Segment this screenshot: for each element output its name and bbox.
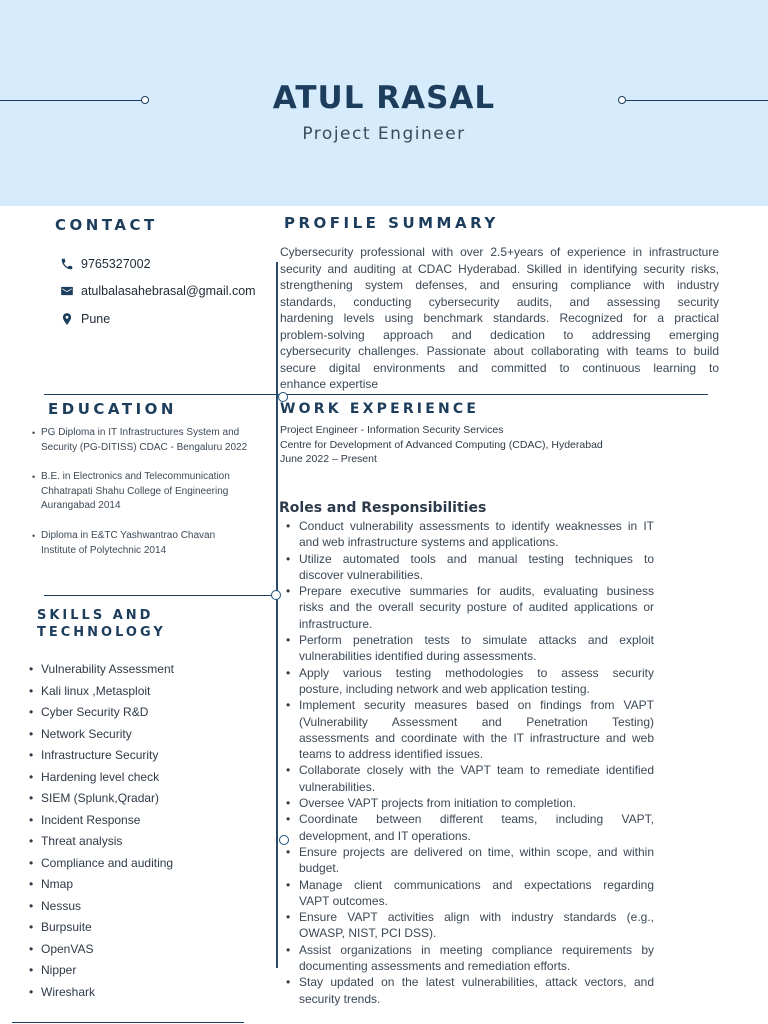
- column-divider: [276, 262, 278, 968]
- summary-line: standards, conducting cybersecurity audits, and assessing security: [280, 294, 719, 309]
- role-item: • Collaborate closely with the VAPT team to remediate identified vulnerabilities.: [286, 762, 654, 795]
- role-item: • Utilize automated tools and manual testing techniques to discover vulnerabilities.: [286, 551, 654, 584]
- role-item: • Ensure VAPT activities align with industry standards (e.g., OWASP, NIST, PCI DSS).: [286, 909, 654, 942]
- summary-line: problem-solving approach and dedication to addressing emerging: [280, 327, 719, 342]
- role-item: • Apply various testing methodologies to assess security posture, including network and web application testing.: [286, 665, 654, 698]
- skill-item: • Burpsuite: [28, 917, 248, 939]
- profile-summary: [280, 244, 719, 393]
- summary-line: strengthening system defenses, and ensuring compliance with industry: [280, 278, 719, 292]
- education-line: Security (PG-DITISS) CDAC - Bengaluru 2022: [41, 441, 248, 453]
- education-line: B.E. in Electronics and Telecommunication: [41, 471, 230, 482]
- phone-icon: [60, 257, 74, 271]
- contact-location: [60, 310, 110, 328]
- job-company: Centre for Development of Advanced Computing (CDAC), Hyderabad: [280, 438, 603, 451]
- role-item: • Ensure projects are delivered on time, within scope, and within budget.: [286, 844, 654, 877]
- contact-email[interactable]: [60, 282, 256, 300]
- skills-title-line: SKILLS AND: [37, 608, 154, 623]
- summary-line: cybersecurity challenges. Passionate about collaborating with teams to build: [280, 344, 719, 358]
- summary-line: security and auditing at CDAC Hyderabad. Skilled in identifying security risks,: [280, 261, 719, 276]
- phone-text: 9765327002: [81, 257, 151, 271]
- role-item: • Coordinate between different teams, including VAPT, development, and IT operations.: [286, 811, 654, 844]
- role-item: • Perform penetration tests to simulate attacks and exploit vulnerabilities identified during assessments.: [286, 632, 654, 665]
- role-item: • Stay updated on the latest vulnerabilities, attack vectors, and security trends.: [286, 974, 654, 1007]
- job-details: [280, 423, 603, 467]
- summary-line: hardening levels using benchmark standards. Recognized for a practical: [280, 311, 719, 325]
- role-item: • Conduct vulnerability assessments to identify weaknesses in IT and web infrastructure systems and applications.: [286, 518, 654, 551]
- roles-title: Roles and Responsibilities: [279, 500, 487, 516]
- skill-item: • Nipper: [28, 960, 248, 982]
- location-text: Pune: [81, 312, 111, 326]
- skill-item: • Kali linux ,Metasploit: [28, 681, 248, 703]
- education-line: Institute of Polytechnic 2014: [41, 544, 167, 556]
- skill-item: • Infrastructure Security: [28, 745, 248, 767]
- skill-item: • SIEM (Splunk,Qradar): [28, 788, 248, 810]
- education-line: PG Diploma in IT Infrastructures System and: [41, 427, 240, 438]
- skills-list: [28, 659, 248, 1003]
- role-item: • Implement security measures based on findings from VAPT (Vulnerability Assessment and Penetration Testing) assessments and coordinate with the IT infrastructure and web teams to address identified issues.: [286, 697, 654, 762]
- education-line: Diploma in E&TC Yashwantrao Chavan: [41, 530, 216, 541]
- summary-line: Cybersecurity professional with over 2.5+years of experience in infrastructure: [280, 245, 719, 259]
- role-item: • Manage client communications and expectations regarding VAPT outcomes.: [286, 877, 654, 910]
- location-pin-icon: [60, 312, 74, 326]
- roles-list: [286, 518, 654, 1007]
- profile-title: PROFILE SUMMARY: [284, 214, 499, 232]
- separator-skills-ring: [271, 590, 281, 600]
- mail-icon: [60, 284, 74, 298]
- role-item: • Assist organizations in meeting compliance requirements by documenting assessments and remediation efforts.: [286, 942, 654, 975]
- work-title: WORK EXPERIENCE: [280, 401, 480, 417]
- skill-item: • Compliance and auditing: [28, 853, 248, 875]
- email-text: atulbalasahebrasal@gmail.com: [81, 284, 256, 298]
- skill-item: • Cyber Security R&D: [28, 702, 248, 724]
- skill-item: • Hardening level check: [28, 767, 248, 789]
- contact-phone[interactable]: [60, 255, 151, 273]
- skill-item: • Incident Response: [28, 810, 248, 832]
- skill-item: • Nmap: [28, 874, 248, 896]
- skill-item: • OpenVAS: [28, 939, 248, 961]
- separator-education: [44, 394, 708, 395]
- education-title: EDUCATION: [48, 400, 177, 418]
- candidate-name: ATUL RASAL: [272, 80, 496, 116]
- skills-title-line: TECHNOLOGY: [37, 625, 166, 640]
- skill-item: • Network Security: [28, 724, 248, 746]
- summary-line: secure digital environments and committed to continuous learning to: [280, 360, 719, 375]
- contact-title: CONTACT: [55, 216, 158, 234]
- education-line: Chhatrapati Shahu College of Engineering: [41, 485, 229, 497]
- separator-bottom: [12, 1022, 244, 1023]
- summary-line: enhance expertise: [280, 377, 379, 391]
- job-dates: June 2022 – Present: [280, 453, 377, 465]
- candidate-role: Project Engineer: [302, 124, 466, 144]
- skill-item: • Nessus: [28, 896, 248, 918]
- skills-title: [37, 607, 166, 641]
- separator-skills: [44, 595, 276, 596]
- skill-item: • Vulnerability Assessment: [28, 659, 248, 681]
- role-item: • Prepare executive summaries for audits, evaluating business risks and the overall security posture of audited applications or infrastructure.: [286, 583, 654, 632]
- role-item: • Oversee VAPT projects from initiation to completion.: [286, 795, 654, 811]
- education-line: Aurangabad 2014: [41, 500, 121, 511]
- job-position: Project Engineer - Information Security Services: [280, 424, 504, 436]
- skill-item: • Wireshark: [28, 982, 248, 1004]
- skill-item: • Threat analysis: [28, 831, 248, 853]
